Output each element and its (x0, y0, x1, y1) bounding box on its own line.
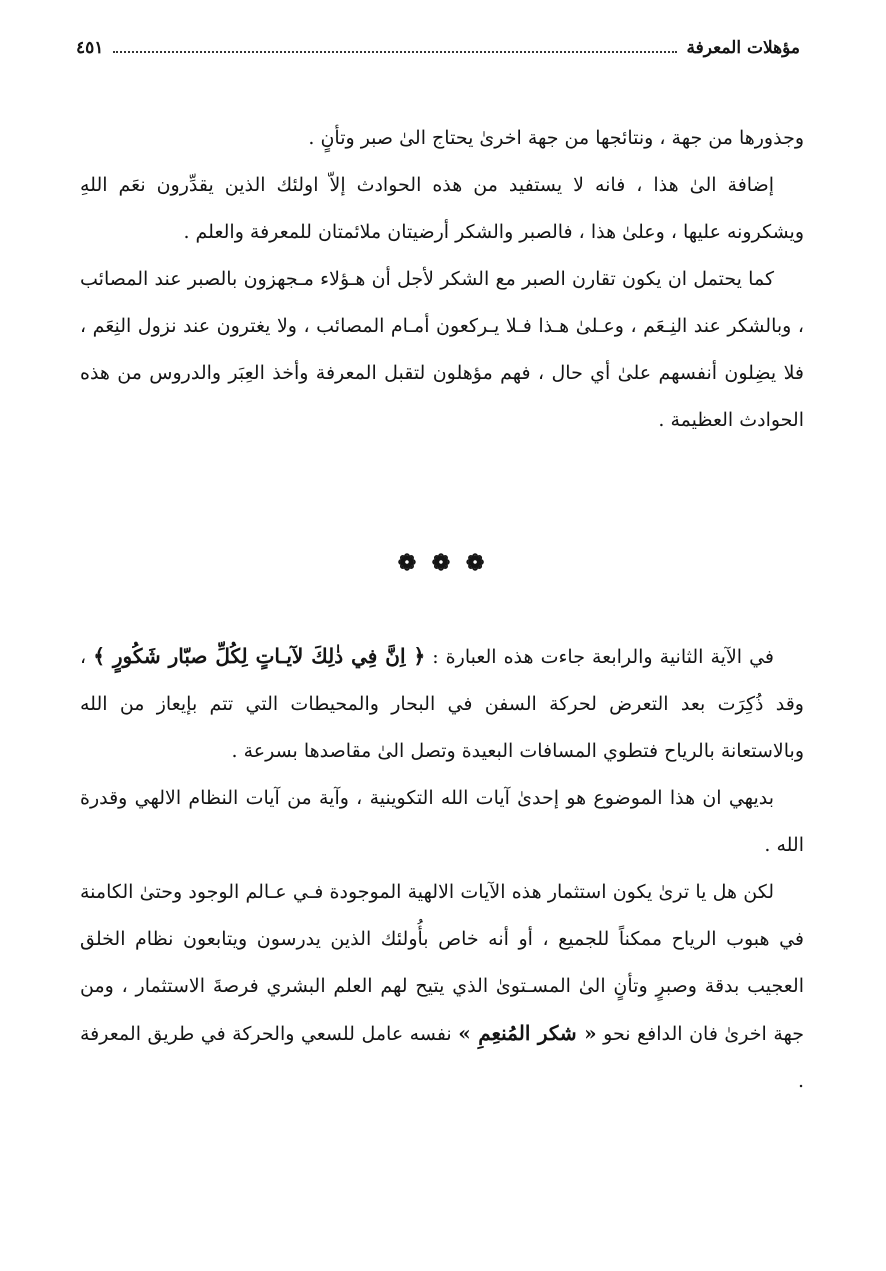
emphasized-phrase: « شكر المُنعِمِ » (458, 1021, 597, 1045)
paragraph: كما يحتمل ان يكون تقارن الصبر مع الشكر لأجل أن هـؤلاء مـجهزون بالصبر عند المصائب ، وبالشكر عند النِـعَم ، وعـلىٰ هـذا فـلا يـركعون أمـام المصائب ، ولا يغترون عند نزول النِعَم ، فلا يضِلون أنفسهم علىٰ أي حال ، فهم مؤهلون لتقبل المعرفة وأخذ العِبَر والدروس من هذه الحوادث العظيمة . (80, 268, 804, 431)
page-number: ٤٥١ (76, 38, 104, 58)
section-one (80, 115, 804, 444)
running-header (76, 30, 800, 66)
paragraph: إضافة الىٰ هذا ، فانه لا يستفيد من هذه الحوادث إلاّ اولئك الذين يقدِّرون نعَم اللهِ ويشكرونه عليها ، وعلىٰ هذا ، فالصبر والشكر أرضيتان ملائمتان للمعرفة والعلم . (80, 174, 804, 243)
chapter-title: مؤهلات المعرفة (686, 38, 800, 58)
paragraph-text: نفسه عامل للسعي والحركة في طريق المعرفة . (80, 1023, 804, 1092)
paragraph (80, 869, 804, 1105)
paragraph (80, 633, 804, 775)
quran-verse-quote: ﴿ اِنَّ فِي ذٰلِكَ لآيـاتٍ لِكُلِّ صبّار شَكُورٍ ﴾ (93, 644, 426, 668)
paragraph: وجذورها من جهة ، ونتائجها من جهة اخرىٰ يحتاج الىٰ صبر وتأنٍ . (308, 127, 804, 149)
paragraph-text: لكن هل يا ترىٰ يكون استثمار هذه الآيات الالهية الموجودة فـي عـالم الوجود وحتىٰ الكامنة في هبوب الرياح ممكناً للجميع ، أو أنه خاص بأُولئك الذين يدرسون ويتابعون نظام الخلق العجيب بدقة وصبرٍ وتأنٍ الىٰ المسـتوىٰ الذي يتيح لهم العلم البشري فرصةَ الاستثمار ، ومن جهة اخرىٰ فان الدافع نحو (80, 881, 805, 1045)
paragraph-text: ، وقد ذُكِرَت بعد التعرض لحركة السفن في البحار والمحيطات التي تتم بإيعاز من الله وبالاستعانة بالرياح فتطوي المسافات البعيدة وتصل الىٰ مقاصدها بسرعة . (80, 646, 804, 762)
section-two (80, 633, 804, 1105)
header-dot-leader (113, 51, 676, 53)
section-separator: ❁ ❁ ❁ (397, 550, 489, 576)
paragraph: بديهي ان هذا الموضوع هو إحدىٰ آيات الله التكوينية ، وآية من آيات النظام الالهي وقدرة الله . (80, 787, 804, 856)
paragraph-text: في الآية الثانية والرابعة جاءت هذه العبارة : (432, 646, 775, 668)
